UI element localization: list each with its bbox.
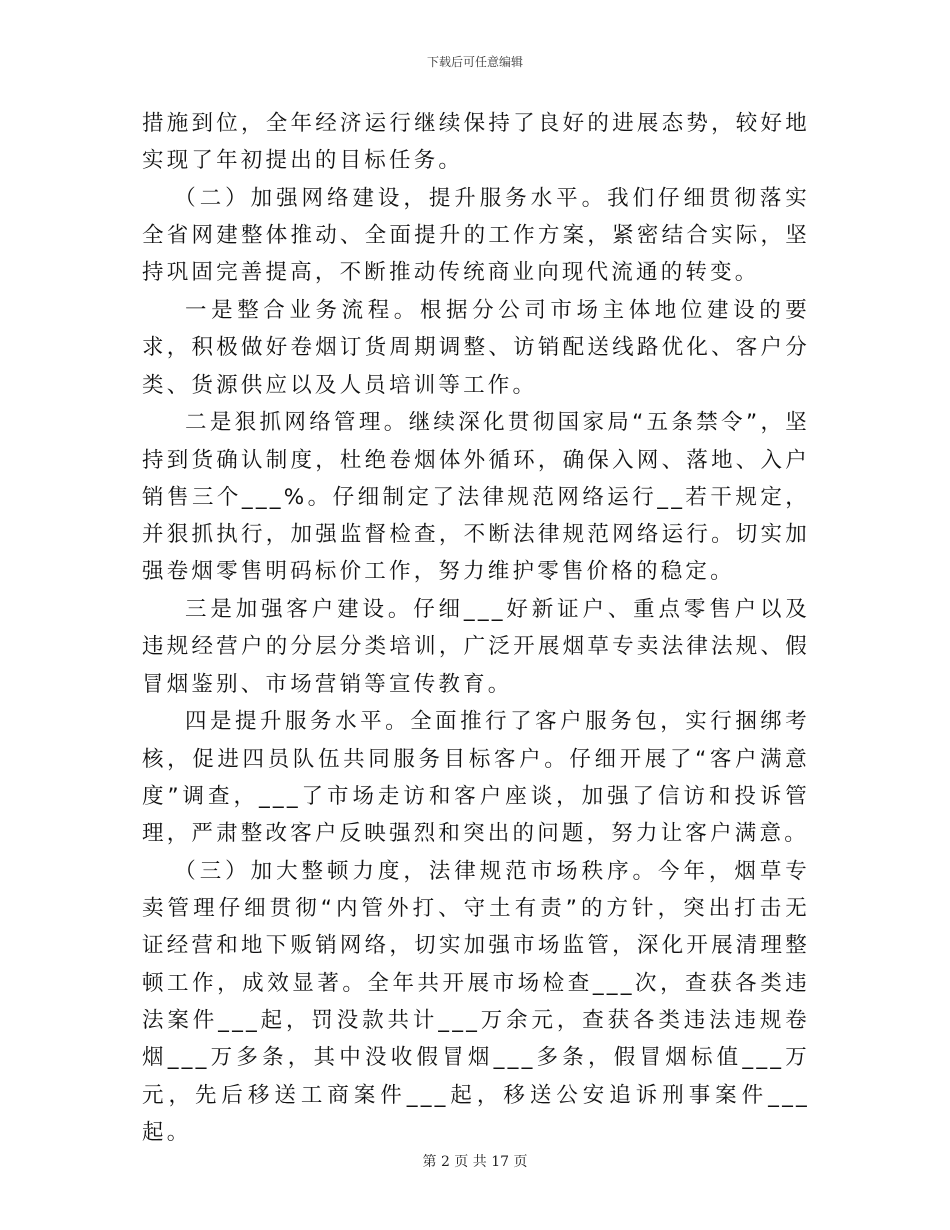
section-heading-paragraph: （三）加大整顿力度，法律规范市场秩序。今年，烟草专卖管理仔细贯彻“内管外打、守土有责”的方针，突出打击无证经营和地下贩销网络，切实加强市场监管，深化开展清理整顿工作，成效显著。全年共开展市场检查___次，查获各类违法案件___起，罚没款共计___万余元，查获各类违法违规卷烟___万多条，其中没收假冒烟___多条，假冒烟标值___万元，先后移送工商案件___起，移送公安追诉刑事案件___起。 — [142, 858, 810, 1145]
document-body — [142, 105, 810, 1151]
paragraph: 措施到位，全年经济运行继续保持了良好的进展态势，较好地实现了年初提出的目标任务。 — [142, 111, 810, 174]
paragraph: 三是加强客户建设。仔细___好新证户、重点零售户以及违规经营户的分层分类培训，广泛开展烟草专卖法律法规、假冒烟鉴别、市场营销等宣传教育。 — [142, 597, 810, 697]
paragraph: 二是狠抓网络管理。继续深化贯彻国家局“五条禁令”，坚持到货确认制度，杜绝卷烟体外循环，确保入网、落地、入户销售三个___%。仔细制定了法律规范网络运行__若干规定，并狠抓执行，加强监督检查，不断法律规范网络运行。切实加强卷烟零售明码标价工作，努力维护零售价格的稳定。 — [142, 410, 810, 585]
section-heading-paragraph: （二）加强网络建设，提升服务水平。我们仔细贯彻落实全省网建整体推动、全面提升的工作方案，紧密结合实际，坚持巩固完善提高，不断推动传统商业向现代流通的转变。 — [142, 185, 810, 286]
page-header: 下载后可任意编辑 — [426, 55, 523, 69]
paragraph: 一是整合业务流程。根据分公司市场主体地位建设的要求，积极做好卷烟订货周期调整、访销配送线路优化、客户分类、货源供应以及人员培训等工作。 — [142, 298, 810, 398]
paragraph: 四是提升服务水平。全面推行了客户服务包，实行捆绑考核，促进四员队伍共同服务目标客户。仔细开展了“客户满意度”调查，___了市场走访和客户座谈，加强了信访和投诉管理，严肃整改客户反映强烈和突出的问题，努力让客户满意。 — [142, 709, 810, 847]
page-number: 第 2 页 共 17 页 — [422, 1154, 528, 1170]
